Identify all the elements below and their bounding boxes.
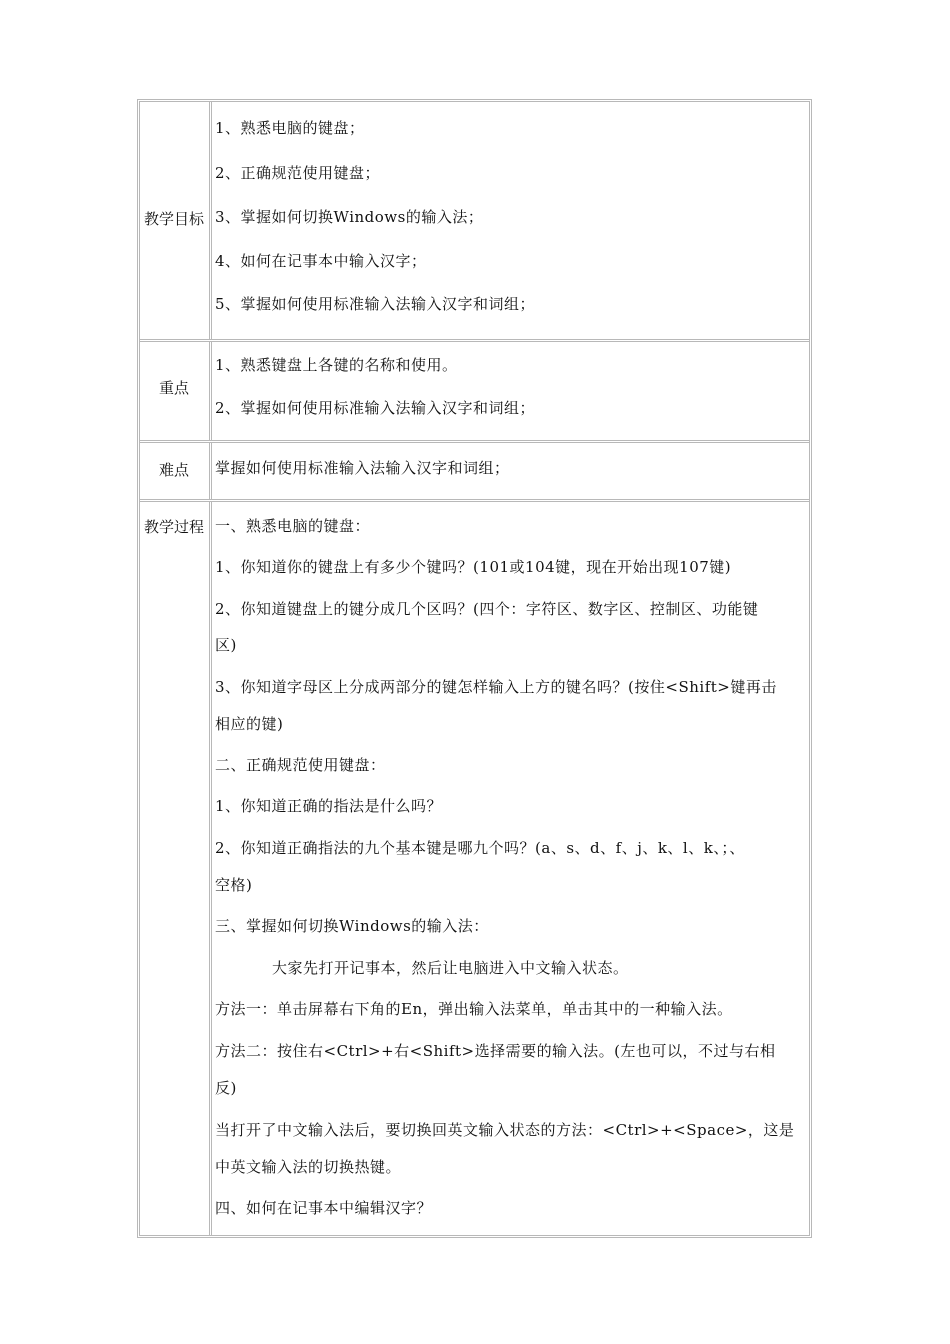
content-line: 4、如何在记事本中输入汉字；	[215, 252, 427, 270]
content-line: 1、熟悉键盘上各键的名称和使用。	[215, 356, 458, 374]
content-line: 二、正确规范使用键盘：	[215, 756, 386, 774]
content-line: 一、熟悉电脑的键盘：	[215, 517, 371, 535]
content-line: 1、熟悉电脑的键盘；	[215, 119, 365, 137]
row-content-process	[212, 502, 809, 1235]
content-line: 大家先打开记事本，然后让电脑进入中文输入状态。	[272, 959, 629, 977]
label-text: 难点	[159, 461, 190, 479]
content-line: 2、你知道键盘上的键分成几个区吗？(四个：字符区、数字区、控制区、功能键	[215, 600, 759, 618]
row-label-process	[140, 502, 212, 1235]
row-content-objectives	[212, 102, 809, 339]
table-row-key-points	[140, 339, 809, 440]
table-row-difficulties	[140, 440, 809, 499]
content-line: 2、你知道正确指法的九个基本键是哪九个吗？(a、s、d、f、j、k、l、k、；、	[215, 839, 745, 857]
table-row-objectives	[140, 102, 809, 339]
row-content-difficulties	[212, 443, 809, 499]
label-text: 教学过程	[144, 518, 205, 536]
row-label-key-points	[140, 342, 212, 440]
row-label-difficulties	[140, 443, 212, 499]
label-text: 教学目标	[144, 210, 205, 228]
content-line: 1、你知道正确的指法是什么吗？	[215, 797, 443, 815]
content-line: 2、正确规范使用键盘；	[215, 164, 381, 182]
content-line: 方法二：按住右<Ctrl>+右<Shift>选择需要的输入法。(左也可以，不过与右相	[215, 1042, 776, 1060]
content-line: 方法一：单击屏幕右下角的En，弹出输入法菜单，单击其中的一种输入法。	[215, 1000, 733, 1018]
content-line: 相应的键)	[215, 715, 284, 733]
row-label-objectives	[140, 102, 212, 339]
content-line: 2、掌握如何使用标准输入法输入汉字和词组；	[215, 399, 536, 417]
content-line: 四、如何在记事本中编辑汉字？	[215, 1199, 433, 1217]
row-content-key-points	[212, 342, 809, 440]
lesson-plan-table	[137, 99, 812, 1238]
content-line: 当打开了中文输入法后，要切换回英文输入状态的方法：<Ctrl>+<Space>，这是	[215, 1121, 795, 1139]
content-line: 中英文输入法的切换热键。	[215, 1158, 402, 1176]
content-line: 空格)	[215, 876, 253, 894]
content-line: 5、掌握如何使用标准输入法输入汉字和词组；	[215, 295, 536, 313]
content-line: 区)	[215, 636, 237, 654]
content-line: 反)	[215, 1079, 237, 1097]
label-text: 重点	[159, 379, 190, 397]
table-row-process	[140, 499, 809, 1235]
content-line: 掌握如何使用标准输入法输入汉字和词组；	[215, 459, 510, 477]
content-line: 1、你知道你的键盘上有多少个键吗？(101或104键，现在开始出现107键)	[215, 558, 732, 576]
content-line: 3、掌握如何切换Windows的输入法；	[215, 208, 484, 226]
content-line: 3、你知道字母区上分成两部分的键怎样输入上方的键名吗？(按住<Shift>键再击	[215, 678, 777, 696]
content-line: 三、掌握如何切换Windows的输入法：	[215, 917, 489, 935]
